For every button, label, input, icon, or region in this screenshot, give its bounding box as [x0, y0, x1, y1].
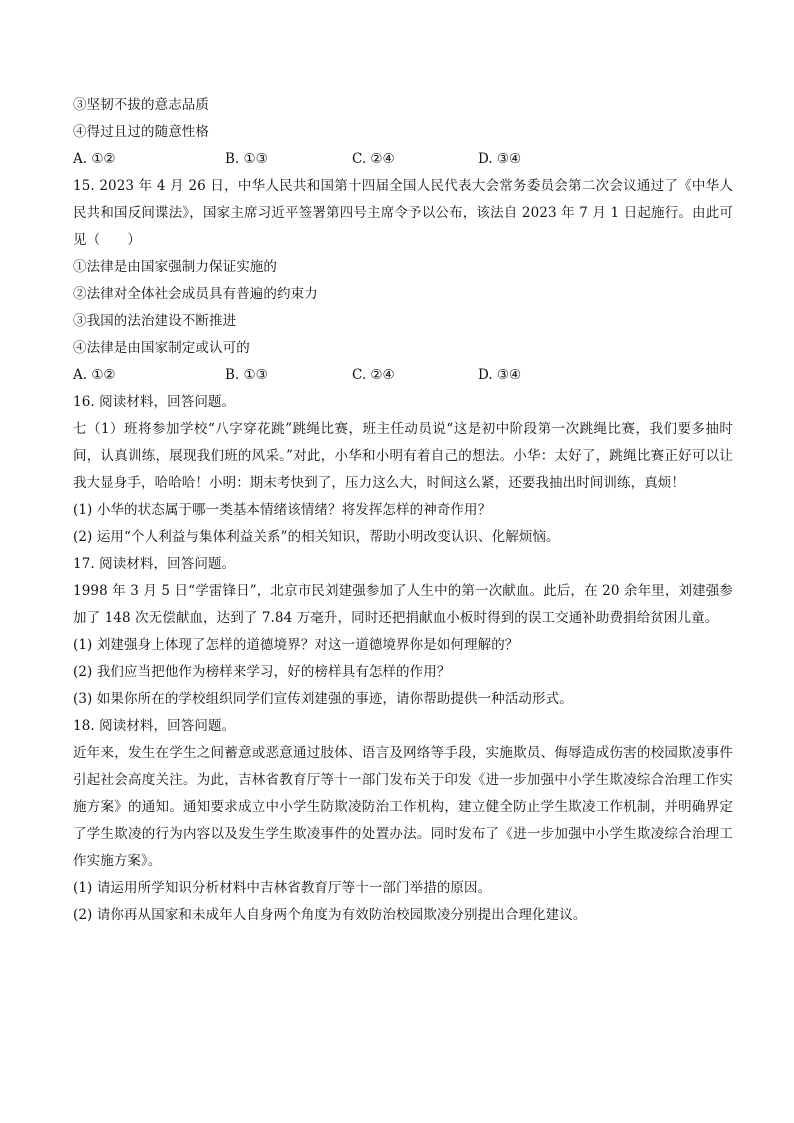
q15-stem: 15. 2023 年 4 月 26 日，中华人民共和国第十四届全国人民代表大会常务委员会第二次会议通过了《中华人民共和国反间谍法》，国家主席习近平签署第四号主席令予以公布，该法自 2023 年 7 月 1 日起施行。由此可见（ ）: [73, 178, 733, 248]
q14-choice-b: B. ①③: [225, 151, 268, 167]
q15-option-3: ③我国的法治建设不断推进: [73, 313, 237, 329]
q15-option-2: ②法律对全体社会成员具有普遍的约束力: [73, 286, 318, 302]
q17-heading: 17. 阅读材料，回答问题。: [73, 556, 236, 572]
q15-choice-d: D. ③④: [478, 367, 522, 383]
document-page: [73, 92, 733, 929]
q15-choice-b: B. ①③: [225, 367, 268, 383]
q17-subquestion-1: (1) 刘建强身上体现了怎样的道德境界？对这一道德境界你是如何理解的？: [73, 637, 519, 653]
q16-heading: 16. 阅读材料，回答问题。: [73, 394, 236, 410]
q16-subquestion-2: (2) 运用“个人利益与集体利益关系”的相关知识，帮助小明改变认识、化解烦恼。: [73, 529, 560, 545]
q14-choice-d: D. ③④: [478, 151, 522, 167]
q18-material: 近年来，发生在学生之间蓄意或恶意通过肢体、语言及网络等手段，实施欺员、侮辱造成伤害的校园欺凌事件引起社会高度关注。为此，吉林省教育厅等十一部门发布关于印发《进一步加强中小学生欺凌综合治理工作实施方案》的通知。通知要求成立中小学生防欺凌防治工作机构，建立健全防止学生欺凌工作机制，并明确界定了学生欺凌的行为内容以及发生学生欺凌事件的处置办法。同时发布了《进一步加强中小学生欺凌综合治理工作实施方案》。: [73, 745, 733, 869]
q14-option-3: ③坚韧不拔的意志品质: [73, 97, 209, 113]
q15-choice-a: A. ①②: [73, 367, 116, 383]
q17-subquestion-3: (3) 如果你所在的学校组织同学们宣传刘建强的事迹，请你帮助提供一种活动形式。: [73, 691, 573, 707]
q16-material: 七（1）班将参加学校“八字穿花跳”跳绳比赛，班主任动员说“这是初中阶段第一次跳绳比赛，我们要多抽时间，认真训练，展现我们班的风采。”对此，小华和小明有着自己的想法。小华：太好了，跳绳比赛正好可以让我大显身手，哈哈哈！小明：期末考快到了，压力这么大，时间这么紧，还要我抽出时间训练，真烦！: [73, 421, 733, 491]
q14-choice-a: A. ①②: [73, 151, 116, 167]
q15-option-1: ①法律是由国家强制力保证实施的: [73, 259, 277, 275]
q16-subquestion-1: (1) 小华的状态属于哪一类基本情绪该情绪？将发挥怎样的神奇作用？: [73, 502, 492, 518]
q15-option-4: ④法律是由国家制定或认可的: [73, 340, 250, 356]
q14-choices: [73, 146, 733, 173]
q17-material: 1998 年 3 月 5 日“学雷锋日”，北京市民刘建强参加了人生中的第一次献血。此后，在 20 余年里，刘建强参加了 148 次无偿献血，达到了 7.84 万毫升，同时还把捐献血小板时得到的误工交通补助费捐给贫困儿童。: [73, 583, 733, 626]
q17-subquestion-2: (2) 我们应当把他作为榜样来学习，好的榜样具有怎样的作用？: [73, 664, 451, 680]
q18-subquestion-1: (1) 请运用所学知识分析材料中吉林省教育厅等十一部门举措的原因。: [73, 880, 492, 896]
q14-choice-c: C. ②④: [352, 151, 395, 167]
q14-option-4: ④得过且过的随意性格: [73, 124, 209, 140]
q15-choice-c: C. ②④: [352, 367, 395, 383]
q15-choices: [73, 362, 733, 389]
q18-heading: 18. 阅读材料，回答问题。: [73, 718, 236, 734]
q18-subquestion-2: (2) 请你再从国家和未成年人自身两个角度为有效防治校园欺凌分别提出合理化建议。: [73, 907, 587, 923]
